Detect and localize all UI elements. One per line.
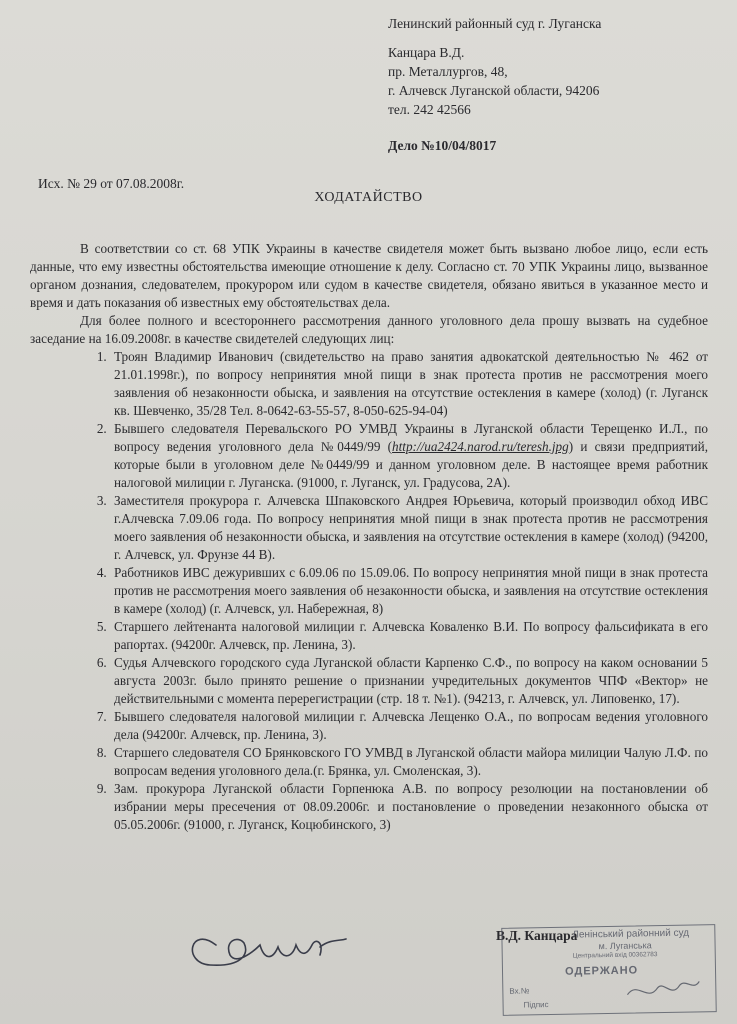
stamp-line: Вх.№ [509, 986, 530, 996]
list-item: 8. Старшего следователя СО Брянковского ГО УМВД в Луганской области майора милиции Чалую Л.Ф. по вопросам ведения уголовного дела.(г. Брянка, ул. Смоленская, 3). [110, 744, 708, 780]
paragraph: В соответствии со ст. 68 УПК Украины в качестве свидетеля может быть вызвано любое лицо, если есть данные, что ему известны обстоятельства имеющие отношение к делу. Согласно ст. 70 УПК Украины лицо, вызванное органом дознания, следователем, прокурором или судом в качестве свидетеля, обязано явиться в указанное место и время и дать показания об известных ему обстоятельствах дела. [30, 241, 708, 310]
list-item [110, 420, 708, 492]
list-item-text: Бывшего следователя Перевальского РО УМВД Украины в Луганской области Терещенко И.Л., по вопросу ведения уголовного дела №0449/99 ( [114, 421, 708, 454]
list-item-text: ) и связи предприятий, которые были в уголовном деле №0449/99 и данном уголовном деле. В настоящее время работник налоговой милиции г. Луганска. (91000, г. Луганск, ул. Градусова, 2А). [114, 439, 708, 490]
sender-city: г. Алчевск Луганской области, 94206 [388, 83, 600, 98]
list-item: 6. Судья Алчевского городского суда Луганской области Карпенко С.Ф., по вопросу на каком основании 5 августа 2003г. было принято решение о признании учредительных документов ЧПФ «Вектор» не действительными с момента перерегистрации (стр. 18 т. №1). (94213, г. Алчевск, ул. Липовенко, 17). [110, 654, 708, 708]
court-name: Ленинский районный суд г. Луганска [388, 16, 602, 31]
list-item: 7. Бывшего следователя налоговой милиции г. Алчевска Лещенко О.А., по вопросам ведения уголовного дела (94200г. Алчевск, пр. Ленина, 3). [110, 708, 708, 744]
case-number: Дело №10/04/8017 [388, 138, 497, 153]
stamp-line: Ленінський районний суд [572, 927, 690, 941]
paragraph: Для более полного и всестороннего рассмотрения данного уголовного дела прошу вызвать на судебное заседание на 16.09.2008г. в качестве свидетелей следующих лиц: [30, 313, 708, 346]
sender-phone: тел. 242 42566 [388, 102, 471, 117]
list-item: 4. Работников ИВС дежуривших с 6.09.06 по 15.09.06. По вопросу непринятия мной пищи в знак протеста против не рассмотрения моего заявления об незаконности обыска, и заявления на отсутствие остекления в камере (холод) (г. Алчевск, ул. Набережная, 8) [110, 564, 708, 618]
addressee-block [388, 14, 601, 119]
signature-name: В.Д. Канцара [496, 928, 578, 943]
outgoing-number: Исх. № 29 от 07.08.2008г. [38, 176, 185, 191]
stamp-line: Центральний вхід 00362783 [572, 951, 658, 960]
stamp-scribble [623, 967, 704, 1008]
sender-name: Канцара В.Д. [388, 45, 465, 60]
document-title: ХОДАТАЙСТВО [314, 190, 423, 205]
sender-street: пр. Металлургов, 48, [388, 64, 508, 79]
photo-link[interactable]: http://ua2424.narod.ru/teresh.jpg [392, 439, 569, 454]
list-item: 5. Старшего лейтенанта налоговой милиции г. Алчевска Коваленко В.И. По вопросу фальсификата в его рапортах. (94200г. Алчевск, пр. Ленина, 3). [110, 618, 708, 654]
stamp-line: м. Луганська [598, 940, 652, 952]
court-stamp [501, 924, 717, 1016]
list-item: 9. Зам. прокурора Луганской области Горпенюка А.В. по вопросу резолюции на постановлении об избрании меры пресечения от 08.09.2006г. и постановление о проведении незаконного обыска от 05.05.2006г. (91000, г. Луганск, Коцюбинского, 3) [110, 780, 708, 834]
witness-list [30, 348, 708, 834]
list-item: 1. Троян Владимир Иванович (свидетельство на право занятия адвокатской деятельностью № 462 от 21.01.1998г.), по вопросу непринятия мной пищи в знак протеста против не рассмотрения моего заявления об незаконности обыска, и заявления на отсутствие остекления в камере (холод) (г. Луганск кв. Шевченко, 35/28 Тел. 8-0642-63-55-57, 8-050-625-94-04) [110, 348, 708, 420]
stamp-received: ОДЕРЖАНО [564, 964, 639, 978]
list-item: 3. Заместителя прокурора г. Алчевска Шпаковского Андрея Юрьевича, который производил обход ИВС г.Алчевска 7.09.06 года. По вопросу непринятия мной пищи в знак протеста против не рассмотрения моего заявления об незаконности обыска, и заявления на отсутствие остекления в камере (холод) (94200, г. Алчевск, ул. Фрунзе 44 В). [110, 492, 708, 564]
handwritten-signature [180, 915, 360, 975]
document-body [30, 240, 708, 834]
stamp-line: Підпис [523, 1000, 549, 1010]
